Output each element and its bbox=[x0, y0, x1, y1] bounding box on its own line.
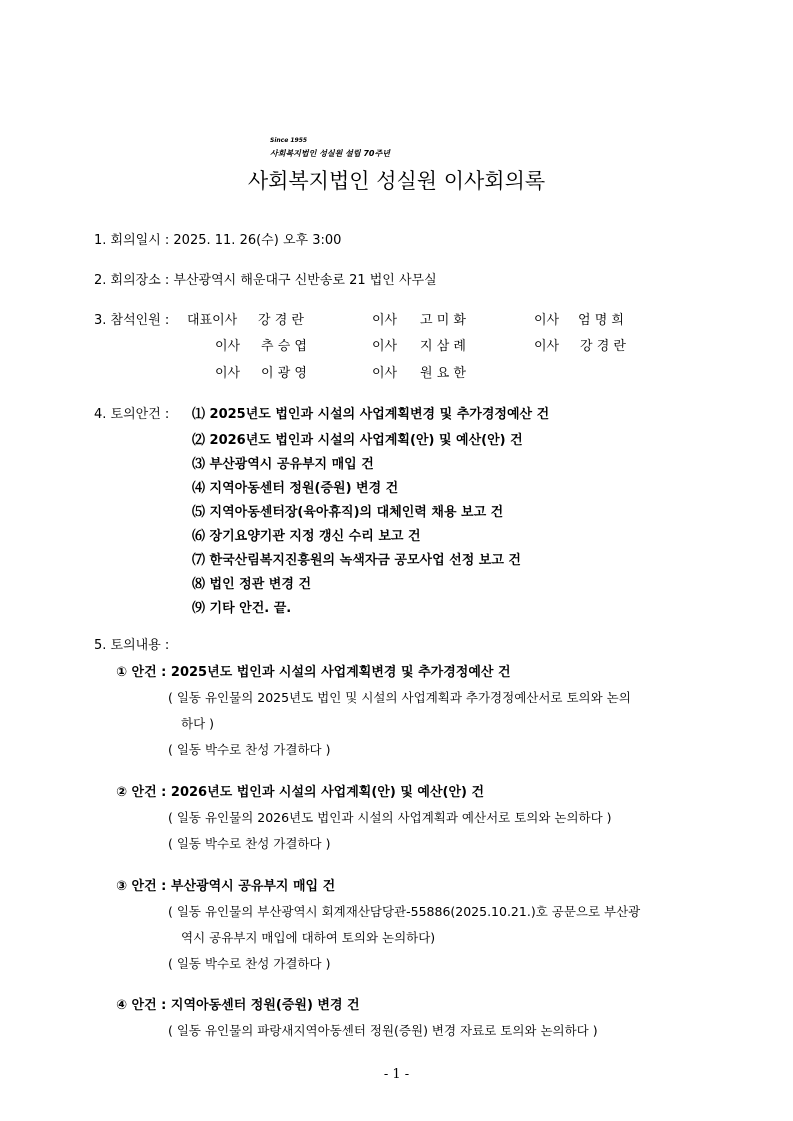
meeting-place: 2. 회의장소 : 부산광역시 해운대구 신반송로 21 법인 사무실 bbox=[94, 273, 437, 288]
attendee-role: 이사 bbox=[372, 313, 398, 328]
agenda-item: ⑷ 지역아동센터 정원(증원) 변경 건 bbox=[192, 481, 399, 496]
discussion-note: ( 일동 유인물의 파랑새지역아동센터 정원(증원) 변경 자료로 토의와 논의하다 ) bbox=[168, 1023, 598, 1038]
discussion-note: ( 일동 박수로 찬성 가결하다 ) bbox=[168, 836, 331, 851]
agenda-item: ⑻ 법인 정관 변경 건 bbox=[192, 577, 312, 592]
discussion-heading: ② 안건 : 2026년도 법인과 시설의 사업계획(안) 및 예산(안) 건 bbox=[116, 785, 485, 800]
meeting-date: 1. 회의일시 : 2025. 11. 26(수) 오후 3:00 bbox=[94, 233, 342, 248]
document-title: 사회복지법인 성실원 이사회의록 bbox=[247, 169, 546, 193]
attendee-role: 이사 bbox=[372, 366, 398, 381]
agenda-item: ⑸ 지역아동센터장(육아휴직)의 대체인력 채용 보고 건 bbox=[192, 505, 504, 520]
discussion-note: ( 일동 박수로 찬성 가결하다 ) bbox=[168, 742, 331, 757]
agenda-item: ⑺ 한국산림복지진흥원의 녹색자금 공모사업 선정 보고 건 bbox=[192, 553, 521, 568]
attendee-name: 엄 명 희 bbox=[578, 313, 624, 328]
attendee-role: 이사 bbox=[372, 339, 398, 354]
discussion-note: ( 일동 유인물의 2026년도 법인과 시설의 사업계획과 예산서로 토의와 논의하다 ) bbox=[168, 810, 612, 825]
attendee-role: 이사 bbox=[534, 339, 560, 354]
attendee-name: 원 요 한 bbox=[420, 366, 466, 381]
agenda-item: ⑴ 2025년도 법인과 시설의 사업계획변경 및 추가경정예산 건 bbox=[192, 407, 550, 422]
page-number: - 1 - bbox=[383, 1067, 410, 1082]
agenda-item: ⑹ 장기요양기관 지정 갱신 수리 보고 건 bbox=[192, 529, 421, 544]
attendee-name: 고 미 화 bbox=[420, 313, 466, 328]
agenda-item: ⑶ 부산광역시 공유부지 매입 건 bbox=[192, 457, 374, 472]
attendee-role: 대표이사 bbox=[187, 313, 238, 328]
attendee-role: 이사 bbox=[215, 339, 241, 354]
attendee-name: 강 경 란 bbox=[580, 339, 626, 354]
discussion-note: 역시 공유부지 매입에 대하여 토의와 논의하다) bbox=[181, 930, 436, 945]
discussion-heading: ④ 안건 : 지역아동센터 정원(증원) 변경 건 bbox=[116, 998, 360, 1013]
attendee-name: 추 승 엽 bbox=[261, 339, 307, 354]
discussion-note: ( 일동 유인물의 2025년도 법인 및 시설의 사업계획과 추가경정예산서로 토의와 논의 bbox=[168, 690, 631, 705]
attendee-name: 지 삼 례 bbox=[420, 339, 466, 354]
attendee-role: 이사 bbox=[215, 366, 241, 381]
attendee-name: 이 광 영 bbox=[261, 366, 307, 381]
attendee-name: 강 경 란 bbox=[258, 313, 304, 328]
agenda-label: 4. 토의안건 : bbox=[94, 407, 170, 422]
discussion-heading: ① 안건 : 2025년도 법인과 시설의 사업계획변경 및 추가경정예산 건 bbox=[116, 665, 511, 680]
attendees-label: 3. 참석인원 : bbox=[94, 313, 170, 328]
discussion-label: 5. 토의내용 : bbox=[94, 638, 170, 653]
agenda-item: ⑵ 2026년도 법인과 시설의 사업계획(안) 및 예산(안) 건 bbox=[192, 433, 523, 448]
agenda-item: ⑼ 기타 안건. 끝. bbox=[192, 601, 292, 616]
attendee-role: 이사 bbox=[534, 313, 560, 328]
discussion-note: ( 일동 박수로 찬성 가결하다 ) bbox=[168, 956, 331, 971]
discussion-heading: ③ 안건 : 부산광역시 공유부지 매입 건 bbox=[116, 879, 336, 894]
discussion-note: 하다 ) bbox=[181, 716, 215, 731]
discussion-note: ( 일동 유인물의 부산광역시 회계재산담당관-55886(2025.10.21.)호 공문으로 부산광 bbox=[168, 904, 641, 919]
anniversary-label: 사회복지법인 성실원 설립 70주년 bbox=[270, 149, 390, 158]
since-label: Since 1955 bbox=[270, 137, 308, 144]
